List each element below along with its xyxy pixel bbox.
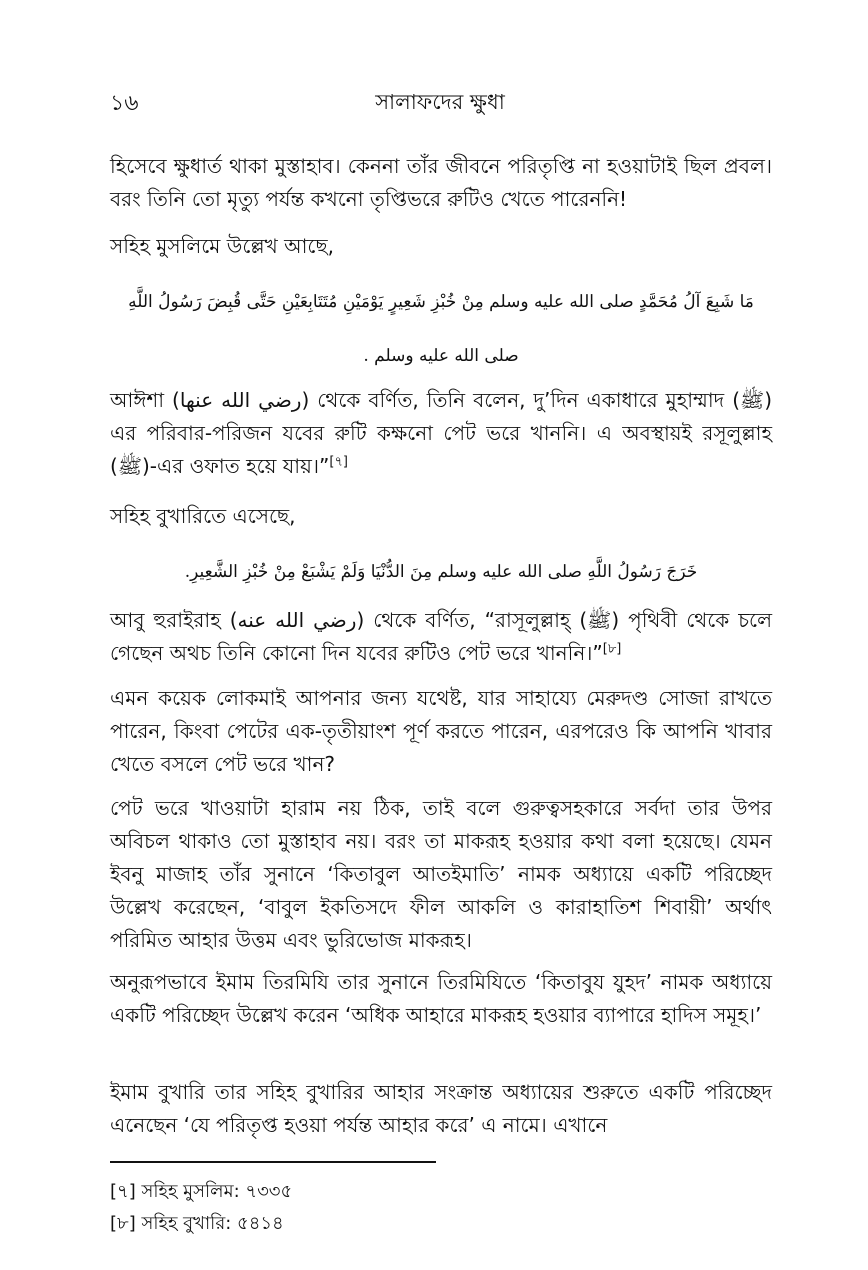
paragraph-8: অনুরূপভাবে ইমাম তিরমিযি তার সুনানে তিরমিযিতে ‘কিতাবুয যুহদ’ নামক অধ্যায়ে একটি পরিচ্ছেদ উল্লেখ করেন ‘অধিক আহারে মাকরূহ হওয়ার ব্যাপারে হাদিস সমূহ।’: [110, 970, 772, 1027]
paragraph-1: হিসেবে ক্ষুধার্ত থাকা মুস্তাহাব। কেননা তাঁর জীবনে পরিতৃপ্তি না হওয়াটাই ছিল প্রবল। বরং তিনি তো মৃত্যু পর্যন্ত কখনো তৃপ্তিভরে রুটিও খেতে পারেননি!: [110, 154, 772, 211]
paragraph-3-text: আঈশা (رضي الله عنها) থেকে বর্ণিত, তিনি বলেন, দু’দিন একাধারে মুহাম্মাদ (ﷺ) এর পরিবার-পরিজন যবের রুটি কক্ষনো পেট ভরে খাননি। এ অবস্থায়ই রসূলুল্লাহ (ﷺ)-এর ওফাত হয়ে যায়।”: [110, 388, 772, 478]
arabic-hadith-1-end: صلى الله عليه وسلم .: [363, 346, 519, 366]
paragraph-2: সহিহ মুসলিমে উল্লেখ আছে,: [110, 234, 334, 258]
running-title: সালাফদের ক্ষুধা: [375, 90, 505, 114]
paragraph-3: [110, 384, 772, 483]
paragraph-4: সহিহ বুখারিতে এসেছে,: [110, 504, 296, 528]
paragraph-9: ইমাম বুখারি তার সহিহ বুখারির আহার সংক্রান্ত অধ্যায়ের শুরুতে একটি পরিচ্ছেদ এনেছেন ‘যে পরিতৃপ্ত হওয়া পর্যন্ত আহার করে’ এ নামে। এখানে: [110, 1080, 772, 1137]
paragraph-6: এমন কয়েক লোকমাই আপনার জন্য যথেষ্ট, যার সাহায্যে মেরুদণ্ড সোজা রাখতে পারেন, কিংবা পেটের এক-তৃতীয়াংশ পূর্ণ করতে পারেন, এরপরেও কি আপনি খাবার খেতে বসলে পেট ভরে খান?: [110, 686, 772, 776]
footnote-divider: [110, 1161, 436, 1163]
footnote-7: [৭] সহিহ মুসলিম: ৭৩৩৫: [110, 1181, 293, 1202]
arabic-hadith-2: خَرَجَ رَسُولُ اللَّهِ صلى الله عليه وسلم مِنَ الدُّنْيَا وَلَمْ يَشْبَعْ مِنْ خُبْزِ الشَّعِيرِ.: [184, 562, 698, 582]
page-number: ১৬: [110, 91, 139, 116]
paragraph-5-text: আবু হুরাইরাহ (رضي الله عنه) থেকে বর্ণিত, “রাসূলুল্লাহ্ (ﷺ) পৃথিবী থেকে চলে গেছেন অথচ তিনি কোনো দিন যবের রুটিও পেট ভরে খাননি।”: [110, 608, 772, 665]
footnote-8: [৮] সহিহ বুখারি: ৫৪১৪: [110, 1213, 284, 1234]
page-header: [108, 86, 772, 118]
paragraph-5: [110, 604, 772, 670]
footnote-ref-8: [৮]: [602, 641, 622, 657]
arabic-hadith-1: مَا شَبِعَ آلُ مُحَمَّدٍ صلى الله عليه وسلم مِنْ خُبْزِ شَعِيرٍ يَوْمَيْنِ مُتَتَابِعَيْنِ حَتَّى قُبِضَ رَسُولُ اللَّهِ: [128, 292, 754, 312]
paragraph-7: পেট ভরে খাওয়াটা হারাম নয় ঠিক, তাই বলে গুরুত্বসহকারে সর্বদা তার উপর অবিচল থাকাও তো মুস্তাহাব নয়। বরং তা মাকরূহ হওয়ার কথা বলা হয়েছে। যেমন ইবনু মাজাহ তাঁর সুনানে ‘কিতাবুল আতইমাতি’ নামক অধ্যায়ে একটি পরিচ্ছেদ উল্লেখ করেছেন, ‘বাবুল ইকতিসদে ফীল আকলি ও কারাহাতিশ শিবায়ী’ অর্থাৎ পরিমিত আহার উত্তম এবং ভুরিভোজ মাকরূহ।: [110, 796, 772, 952]
footnote-ref-7: [৭]: [329, 454, 348, 470]
